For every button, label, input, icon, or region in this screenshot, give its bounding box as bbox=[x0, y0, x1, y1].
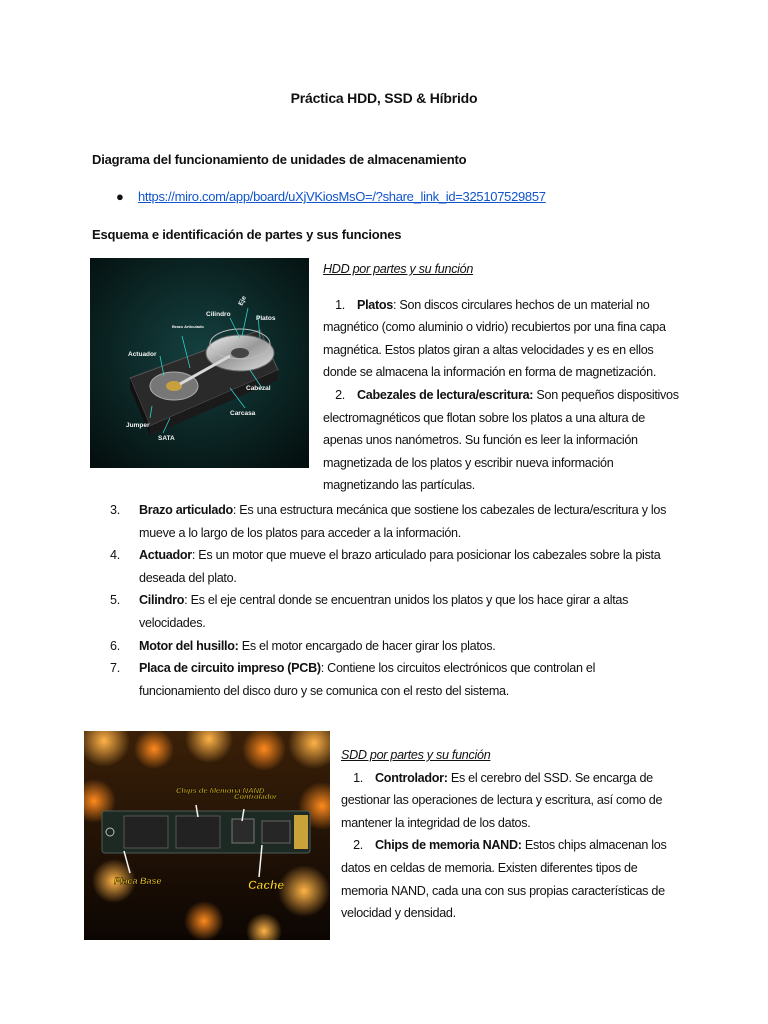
ssd-item-2: 2. Chips de memoria NAND: Estos chips almacenan los datos en celdas de memoria. Existen diferentes tipos de memoria NAND, cada una con sus propias características de velocidad y densidad. bbox=[341, 838, 667, 921]
hdd-item-7: 7. Placa de circuito impreso (PCB): Contiene los circuitos electrónicos que controlan el funcionamiento del disco duro y se comunica con el resto del sistema. bbox=[110, 661, 596, 698]
ssd-label-controlador: Controlador bbox=[234, 792, 277, 801]
ssd-column bbox=[341, 744, 681, 925]
ssd-label-cache: Cache bbox=[248, 878, 285, 892]
hdd-label-cilindro: Cilindro bbox=[206, 311, 231, 318]
hdd-label-cabezal: Cabezal bbox=[246, 385, 271, 392]
hdd-label-sata: SATA bbox=[158, 435, 175, 442]
link-list-item bbox=[116, 189, 546, 204]
hdd-subtitle: HDD por partes y su función bbox=[323, 262, 474, 276]
bullet-icon: ● bbox=[116, 189, 124, 204]
hdd-label-platos: Platos bbox=[256, 315, 276, 322]
hdd-label-brazo: Brazo Articulado bbox=[172, 324, 204, 329]
page-title: Práctica HDD, SSD & Híbrido bbox=[290, 90, 478, 106]
hdd-item-5: 5. Cilindro: Es el eje central donde se encuentran unidos los platos y que los hace girar a altas velocidades. bbox=[110, 593, 629, 630]
hdd-item-4: 4. Actuador: Es un motor que mueve el brazo articulado para posicionar los cabezales sobre la pista deseada del plato. bbox=[110, 548, 661, 585]
hdd-label-actuador: Actuador bbox=[128, 351, 157, 358]
ssd-subtitle: SDD por partes y su función bbox=[341, 748, 491, 762]
hdd-label-carcasa: Carcasa bbox=[230, 410, 256, 417]
hdd-item-3: 3. Brazo articulado: Es una estructura mecánica que sostiene los cabezales de lectura/escritura y los mueve a lo largo de los platos para acceder a la información. bbox=[110, 503, 667, 540]
hdd-column bbox=[323, 258, 683, 497]
hdd-image bbox=[90, 258, 309, 468]
heading-schema: Esquema e identificación de partes y sus funciones bbox=[92, 227, 402, 242]
hdd-label-eje: Eje bbox=[237, 295, 248, 307]
hdd-item-1: 1. Platos: Son discos circulares hechos de un material no magnético (como aluminio o vidrio) recubiertos por una fina capa magnética. Estos platos giran a altas velocidades y es en ellos donde se almacena la información en forma de magnetización. bbox=[323, 297, 666, 380]
hdd-list-continued bbox=[110, 499, 670, 702]
heading-diagram: Diagrama del funcionamiento de unidades de almacenamiento bbox=[92, 152, 467, 167]
ssd-label-placa: Placa Base bbox=[114, 876, 162, 886]
ssd-image bbox=[84, 731, 330, 940]
ssd-item-1: 1. Controlador: Es el cerebro del SSD. Se encarga de gestionar las operaciones de lectura y escritura, así como de mantener la integridad de los datos. bbox=[341, 770, 663, 830]
hdd-item-6: 6. Motor del husillo: Es el motor encargado de hacer girar los platos. bbox=[110, 638, 496, 653]
miro-board-link[interactable]: https://miro.com/app/board/uXjVKiosMsO=/?share_link_id=325107529857 bbox=[138, 189, 546, 204]
ssd-label-chips: Chips de Memoria NAND bbox=[176, 786, 265, 795]
hdd-label-jumper: Jumper bbox=[126, 422, 150, 429]
hdd-item-2: 2. Cabezales de lectura/escritura: Son pequeños dispositivos electromagnéticos que flotan sobre los platos a una altura de apenas unos nanómetros. Su función es leer la información magnetizada de los platos y escribir nueva información magnetizando las partículas. bbox=[323, 387, 679, 493]
